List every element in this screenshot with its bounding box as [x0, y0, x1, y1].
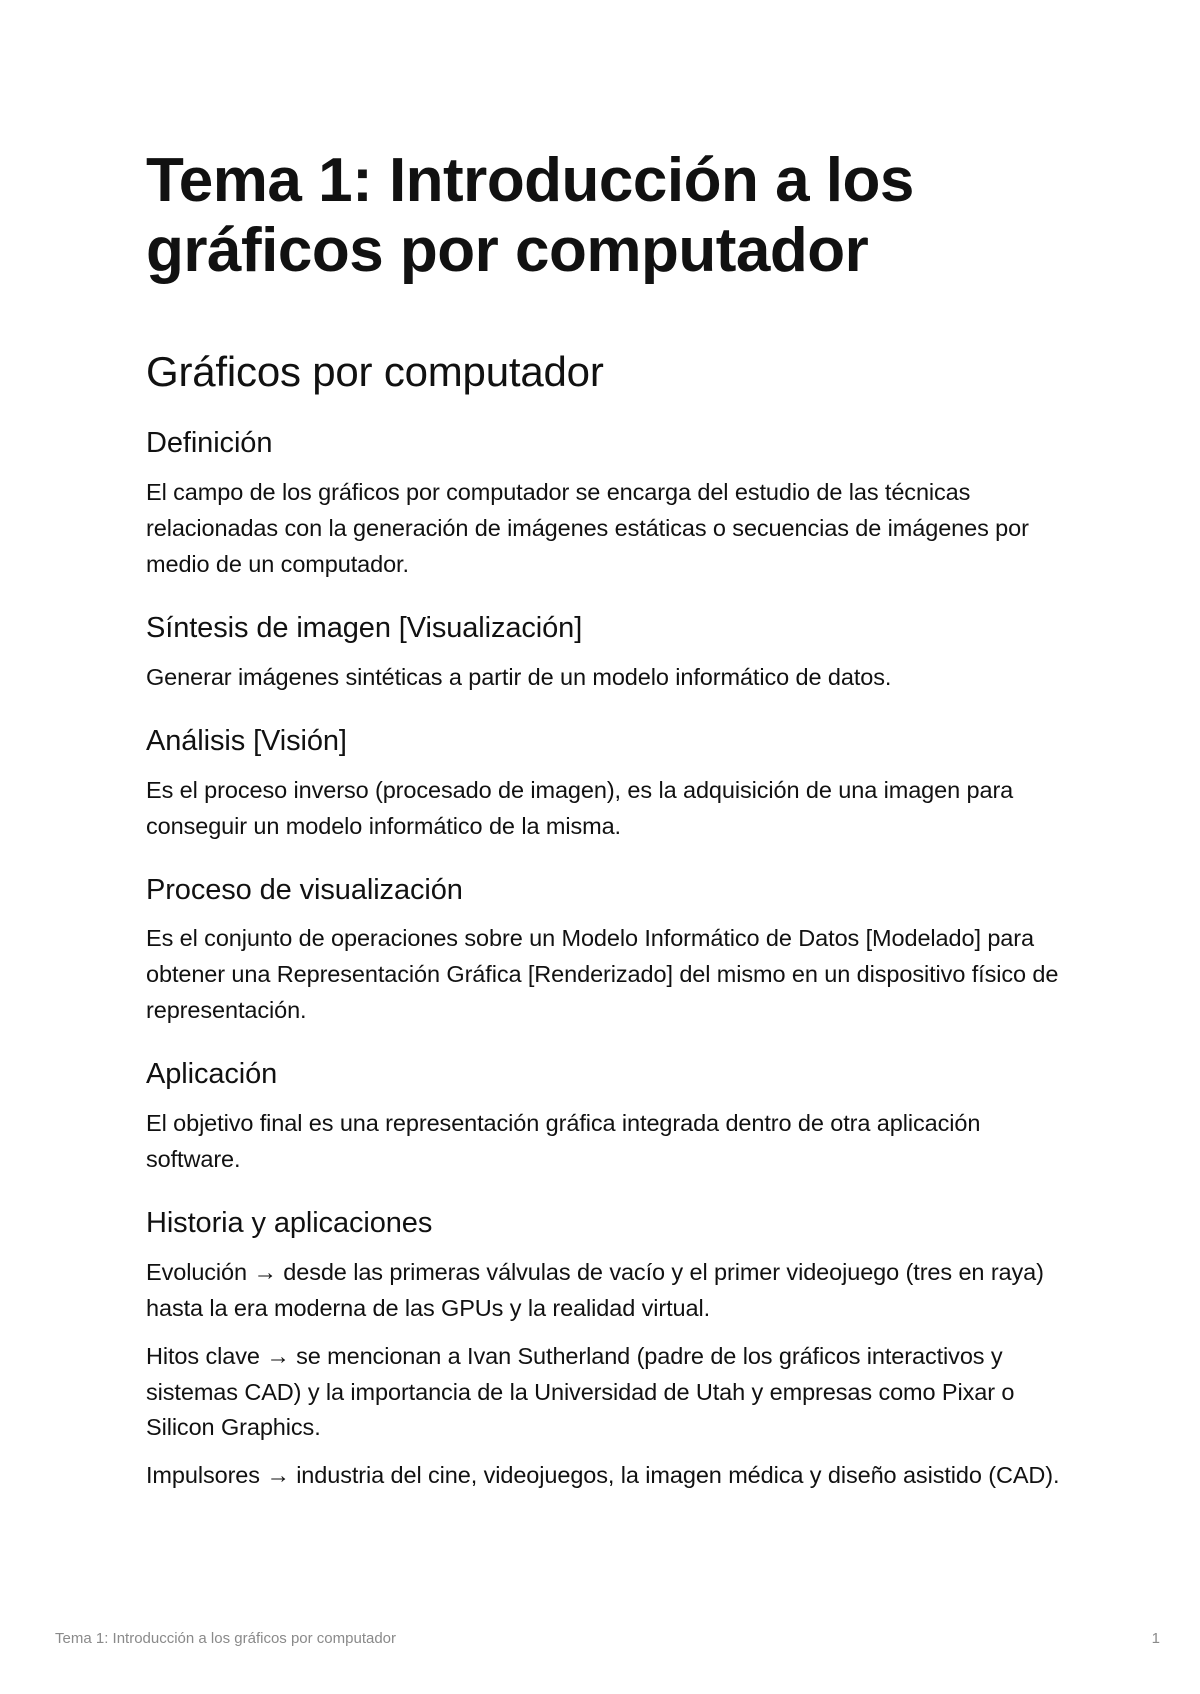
subsection-sintesis	[146, 611, 1076, 696]
footer-page-number: 1	[1151, 1630, 1160, 1647]
subsection-title: Síntesis de imagen [Visualización]	[146, 612, 583, 645]
paragraph: Es el conjunto de operaciones sobre un Modelo Informático de Datos [Modelado] para obtener una Representación Gráfica [Renderizado] del mismo en un dispositivo físico de representación.	[146, 925, 1059, 1024]
paragraph: El campo de los gráficos por computador se encarga del estudio de las técnicas relacionadas con la generación de imágenes estáticas o secuencias de imágenes por medio de un computador.	[146, 479, 1029, 578]
document-page	[146, 146, 1076, 1506]
subsection-title: Definición	[146, 427, 273, 460]
footer-running-title: Tema 1: Introducción a los gráficos por computador	[55, 1630, 397, 1647]
subsection-title: Historia y aplicaciones	[146, 1206, 433, 1239]
subsection-title: Proceso de visualización	[146, 873, 463, 906]
paragraph: Es el proceso inverso (procesado de imagen), es la adquisición de una imagen para conseguir un modelo informático de la misma.	[146, 776, 1014, 839]
paragraph: Hitos clave → se mencionan a Ivan Sutherland (padre de los gráficos interactivos y sistemas CAD) y la importancia de la Universidad de Utah y empresas como Pixar o Silicon Graphics.	[146, 1342, 1015, 1441]
paragraph: El objetivo final es una representación gráfica integrada dentro de otra aplicación software.	[146, 1109, 981, 1172]
subsection-historia	[146, 1206, 1076, 1495]
document-title: Tema 1: Introducción a los gráficos por computador	[146, 146, 914, 286]
subsection-analisis	[146, 724, 1076, 845]
page-footer	[55, 1630, 1160, 1647]
section-title: Gráficos por computador	[146, 348, 604, 396]
paragraph: Impulsores → industria del cine, videojuegos, la imagen médica y diseño asistido (CAD).	[146, 1462, 1060, 1489]
paragraph: Evolución → desde las primeras válvulas de vacío y el primer videojuego (tres en raya) hasta la era moderna de las GPUs y la realidad virtual.	[146, 1258, 1044, 1321]
subsection-proceso	[146, 873, 1076, 1030]
subsection-definicion	[146, 426, 1076, 583]
paragraph: Generar imágenes sintéticas a partir de un modelo informático de datos.	[146, 663, 892, 690]
subsection-aplicacion	[146, 1057, 1076, 1178]
subsection-title: Aplicación	[146, 1058, 278, 1091]
subsection-title: Análisis [Visión]	[146, 724, 347, 757]
